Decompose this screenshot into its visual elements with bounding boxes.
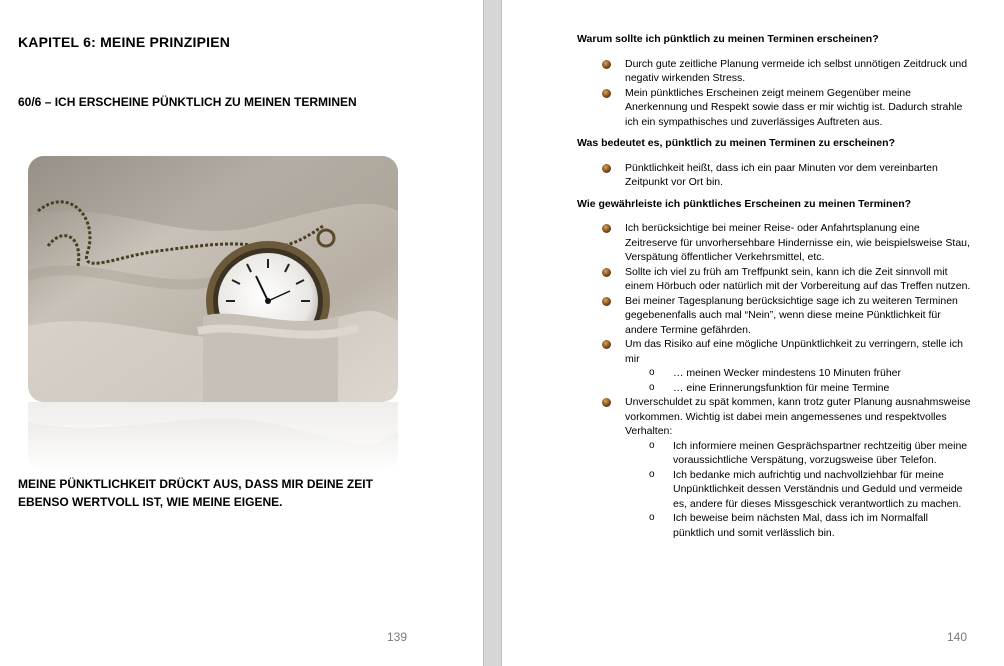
list-item: Sollte ich viel zu früh am Treffpunkt sein, kann ich die Zeit sinnvoll mit einem Hörbuch oder natürlich mit der Vorbereitung auf das Treffen nutzen.: [577, 265, 972, 294]
list-item: Bei meiner Tagesplanung berücksichtige sage ich zu weiteren Terminen gegebenenfalls auch mal “Nein”, wenn diese meine Pünktlichkeit für andere Termine gefährden.: [577, 294, 972, 338]
bullet-icon: [602, 164, 611, 173]
sub-list-item: o Ich beweise beim nächsten Mal, dass ich im Normalfall pünktlich und somit verlässlich bin.: [649, 512, 929, 539]
page-number-right: 140: [947, 630, 968, 644]
sub-bullet-icon: o: [649, 439, 655, 451]
right-page-content: [577, 32, 972, 547]
chapter-title: KAPITEL 6: MEINE PRINZIPIEN: [18, 34, 231, 50]
bullet-icon: [602, 398, 611, 407]
bullet-icon: [602, 297, 611, 306]
page-number-left: 139: [387, 630, 408, 644]
sub-bullet-list: [625, 366, 972, 395]
bullet-icon: [602, 60, 611, 69]
sub-list-item: o Ich bedanke mich aufrichtig und nachvollziehbar für meine Unpünktlichkeit dessen Verständnis und Geduld und vermeide es, andere für dieses Missgeschick verantwortlich zu machen.: [649, 468, 963, 510]
section-title: 60/6 – ICH ERSCHEINE PÜNKTLICH ZU MEINEN TERMINEN: [18, 95, 357, 109]
question-heading: Wie gewährleiste ich pünktliches Erscheinen zu meinen Terminen?: [577, 197, 912, 210]
sub-bullet-icon: o: [649, 468, 655, 480]
sub-list-item: o … eine Erinnerungsfunktion für meine Termine: [649, 381, 890, 394]
bullet-list: [577, 221, 972, 540]
right-page: [502, 0, 1004, 666]
list-item: Pünktlichkeit heißt, dass ich ein paar Minuten vor dem vereinbarten Zeitpunkt vor Ort bin.: [577, 161, 972, 190]
bullet-icon: [602, 224, 611, 233]
question-heading: Warum sollte ich pünktlich zu meinen Terminen erscheinen?: [577, 33, 879, 45]
sub-bullet-icon: o: [649, 381, 655, 393]
sub-list-item: o Ich informiere meinen Gesprächspartner rechtzeitig über meine voraussichtliche Verspätung, vorzugsweise über Telefon.: [649, 439, 968, 466]
bullet-icon: [602, 268, 611, 277]
bullet-list: [577, 161, 972, 190]
sub-bullet-icon: o: [649, 512, 655, 523]
bullet-icon: [602, 89, 611, 98]
list-item: Ich berücksichtige bei meiner Reise- oder Anfahrtsplanung eine Zeitreserve für unvorhersehbare Hindernisse ein, wie beispielsweise Stau, Verspätung öffentlicher Verkehrsmittel, etc.: [577, 221, 972, 265]
left-page: [0, 0, 483, 666]
sub-bullet-list: [625, 439, 972, 541]
list-item: Um das Risiko auf eine mögliche Unpünktlichkeit zu verringern, stelle ich mir o … meinen Wecker mindestens 10 Minuten früher o … eine Erinnerungsfunktion für meine Termine: [577, 337, 972, 395]
image-reflection: [28, 402, 398, 472]
list-item: Mein pünktliches Erscheinen zeigt meinem Gegenüber meine Anerkennung und Respekt sowie dass er mir wichtig ist. Dadurch strahle ich ein sympathisches und zuverlässiges Auftreten aus.: [577, 86, 972, 130]
page-gutter: [483, 0, 502, 666]
sub-list-item: o … meinen Wecker mindestens 10 Minuten früher: [649, 367, 901, 379]
bullet-list: [577, 57, 972, 130]
principle-quote: MEINE PÜNKTLICHKEIT DRÜCKT AUS, DASS MIR DEINE ZEIT EBENSO WERTVOLL IST, WIE MEINE EIGENE.: [18, 477, 373, 509]
sub-bullet-icon: o: [649, 367, 655, 378]
bullet-icon: [602, 340, 611, 349]
list-item: Unverschuldet zu spät kommen, kann trotz guter Planung ausnahmsweise vorkommen. Wichtig ist dabei mein angemessenes und respektvolles Verhalten: o Ich informiere meinen Gesprächspartner rechtzeitig über meine voraussichtliche Verspätung, vorzugsweise über Telefon. o Ich bedanke mich aufrichtig und nachvollziehbar für meine Unpünktlichkeit dessen Verständnis und Geduld und vermeide es, andere für dieses Missgeschick verantwortlich zu machen. o Ich beweise beim nächsten Mal, dass ich im Normalfall pünktlich und somit verlässlich bin.: [577, 395, 972, 540]
list-item: Durch gute zeitliche Planung vermeide ich selbst unnötigen Zeitdruck und negativ wirkenden Stress.: [577, 57, 972, 86]
question-heading: Was bedeutet es, pünktlich zu meinen Terminen zu erscheinen?: [577, 137, 895, 149]
pocket-watch-image: [28, 156, 398, 402]
